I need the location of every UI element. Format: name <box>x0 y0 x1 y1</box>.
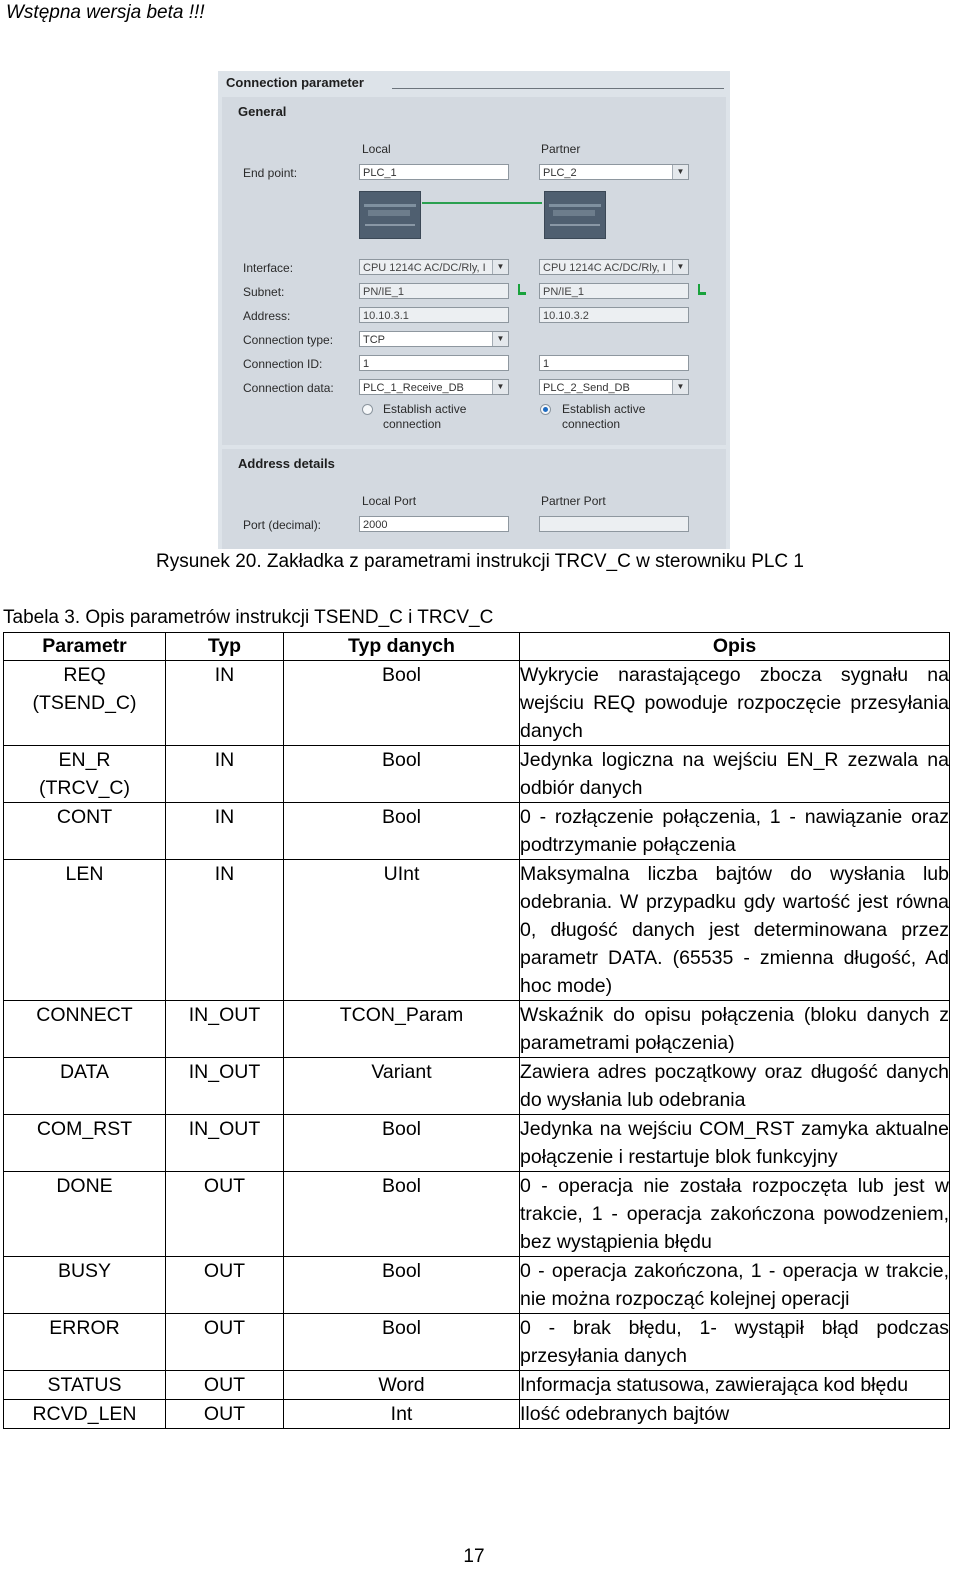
partner-subnet-field: PN/IE_1 <box>539 283 689 299</box>
chevron-down-icon[interactable]: ▼ <box>492 332 508 346</box>
type-cell: IN_OUT <box>166 1058 284 1115</box>
local-column-label: Local <box>362 142 391 156</box>
local-connection-data-dropdown[interactable]: PLC_1_Receive_DB ▼ <box>359 379 509 395</box>
connection-parameter-screenshot <box>218 71 730 549</box>
type-cell: OUT <box>166 1371 284 1400</box>
port-decimal-label: Port (decimal): <box>243 518 322 532</box>
description-cell: 0 - rozłączenie połączenia, 1 - nawiązanie oraz podtrzymanie połączenia <box>520 803 950 860</box>
page-number: 17 <box>463 1546 485 1567</box>
type-cell: IN <box>166 746 284 803</box>
partner-address-field: 10.10.3.2 <box>539 307 689 323</box>
table-row <box>4 1172 950 1257</box>
connection-id-label: Connection ID: <box>243 357 323 371</box>
description-cell: Zawiera adres początkowy oraz długość danych do wysłania lub odebrania <box>520 1058 950 1115</box>
type-cell: OUT <box>166 1172 284 1257</box>
connection-link-line <box>422 202 542 204</box>
datatype-cell: Bool <box>284 661 520 746</box>
partner-establish-active-radio[interactable] <box>540 404 551 415</box>
local-address-field: 10.10.3.1 <box>359 307 509 323</box>
local-plc-device-icon <box>359 191 421 239</box>
param-cell: RCVD_LEN <box>4 1400 166 1429</box>
chevron-down-icon[interactable]: ▼ <box>672 380 688 394</box>
partner-establish-active-label: Establish active connection <box>562 402 646 431</box>
table-row <box>4 661 950 746</box>
header-parametr: Parametr <box>4 633 166 661</box>
local-port-field[interactable]: 2000 <box>359 516 509 532</box>
datatype-cell: UInt <box>284 860 520 1001</box>
table-row <box>4 1058 950 1115</box>
description-cell: Maksymalna liczba bajtów do wysłania lub odebrania. W przypadku gdy wartość jest równa 0, długość danych jest determinowana przez parametr DATA. (65535 - zmienna długość, Ad hoc mode) <box>520 860 950 1001</box>
datatype-cell: TCON_Param <box>284 1001 520 1058</box>
type-cell: IN_OUT <box>166 1115 284 1172</box>
datatype-cell: Bool <box>284 746 520 803</box>
connection-type-dropdown[interactable]: TCP ▼ <box>359 331 509 347</box>
datatype-cell: Bool <box>284 803 520 860</box>
table-row <box>4 1400 950 1429</box>
table-row <box>4 1115 950 1172</box>
network-icon <box>516 284 528 296</box>
table-row <box>4 1257 950 1314</box>
beta-note: Wstępna wersja beta !!! <box>6 2 205 23</box>
table-row <box>4 1314 950 1371</box>
datatype-cell: Int <box>284 1400 520 1429</box>
type-cell: OUT <box>166 1314 284 1371</box>
datatype-cell: Variant <box>284 1058 520 1115</box>
description-cell: Wskaźnik do opisu połączenia (bloku danych z parametrami połączenia) <box>520 1001 950 1058</box>
description-cell: 0 - operacja zakończona, 1 - operacja w trakcie, nie można rozpocząć kolejnej operacji <box>520 1257 950 1314</box>
param-cell: STATUS <box>4 1371 166 1400</box>
connection-type-label: Connection type: <box>243 333 334 347</box>
subnet-label: Subnet: <box>243 285 285 299</box>
partner-port-label: Partner Port <box>541 494 606 508</box>
table-row <box>4 803 950 860</box>
connection-data-label: Connection data: <box>243 381 334 395</box>
partner-connection-id-field[interactable]: 1 <box>539 355 689 371</box>
local-establish-active-label: Establish active connection <box>383 402 467 431</box>
end-point-label: End point: <box>243 166 298 180</box>
partner-interface-dropdown[interactable]: CPU 1214C AC/DC/Rly, I ▼ <box>539 259 689 275</box>
type-cell: IN <box>166 860 284 1001</box>
header-typ-danych: Typ danych <box>284 633 520 661</box>
type-cell: IN <box>166 803 284 860</box>
description-cell: Jedynka na wejściu COM_RST zamyka aktualne połączenie i restartuje blok funkcyjny <box>520 1115 950 1172</box>
type-cell: IN_OUT <box>166 1001 284 1058</box>
param-cell: LEN <box>4 860 166 1001</box>
description-cell: Jedynka logiczna na wejściu EN_R zezwala na odbiór danych <box>520 746 950 803</box>
datatype-cell: Word <box>284 1371 520 1400</box>
partner-end-point-dropdown[interactable]: PLC_2 ▼ <box>539 164 689 180</box>
param-cell: ERROR <box>4 1314 166 1371</box>
description-cell: Wykrycie narastającego zbocza sygnału na wejściu REQ powoduje rozpoczęcie przesyłania danych <box>520 661 950 746</box>
datatype-cell: Bool <box>284 1257 520 1314</box>
address-label: Address: <box>243 309 291 323</box>
table-header-row <box>4 633 950 661</box>
chevron-down-icon[interactable]: ▼ <box>672 260 688 274</box>
header-opis: Opis <box>520 633 950 661</box>
local-end-point-field[interactable]: PLC_1 <box>359 164 509 180</box>
figure-caption: Rysunek 20. Zakładka z parametrami instrukcji TRCV_C w sterowniku PLC 1 <box>156 551 804 572</box>
table-row <box>4 1371 950 1400</box>
description-cell: Ilość odebranych bajtów <box>520 1400 950 1429</box>
local-port-label: Local Port <box>362 494 417 508</box>
description-cell: 0 - operacja nie została rozpoczęta lub jest w trakcie, 1 - operacja zakończona powodzeniem, bez wystąpienia błędu <box>520 1172 950 1257</box>
interface-label: Interface: <box>243 261 294 275</box>
datatype-cell: Bool <box>284 1172 520 1257</box>
datatype-cell: Bool <box>284 1314 520 1371</box>
table-row <box>4 860 950 1001</box>
local-subnet-field: PN/IE_1 <box>359 283 509 299</box>
parameters-table <box>3 632 950 1429</box>
param-cell: DATA <box>4 1058 166 1115</box>
param-cell: CONNECT <box>4 1001 166 1058</box>
description-cell: 0 - brak błędu, 1- wystąpił błąd podczas przesyłania danych <box>520 1314 950 1371</box>
header-typ: Typ <box>166 633 284 661</box>
connection-parameter-title: Connection parameter <box>226 75 364 90</box>
network-icon <box>696 284 708 296</box>
local-interface-dropdown[interactable]: CPU 1214C AC/DC/Rly, I ▼ <box>359 259 509 275</box>
table-caption: Tabela 3. Opis parametrów instrukcji TSEND_C i TRCV_C <box>3 607 494 628</box>
param-cell: COM_RST <box>4 1115 166 1172</box>
datatype-cell: Bool <box>284 1115 520 1172</box>
type-cell: IN <box>166 661 284 746</box>
description-cell: Informacja statusowa, zawierająca kod błędu <box>520 1371 950 1400</box>
param-cell: EN_R (TRCV_C) <box>4 746 166 803</box>
param-cell: CONT <box>4 803 166 860</box>
table-row <box>4 746 950 803</box>
partner-column-label: Partner <box>541 142 581 156</box>
type-cell: OUT <box>166 1400 284 1429</box>
partner-connection-data-dropdown[interactable]: PLC_2_Send_DB ▼ <box>539 379 689 395</box>
general-title: General <box>238 104 287 119</box>
chevron-down-icon[interactable]: ▼ <box>492 260 508 274</box>
table-row <box>4 1001 950 1058</box>
address-details-title: Address details <box>238 456 335 471</box>
partner-plc-device-icon <box>544 191 606 239</box>
param-cell: BUSY <box>4 1257 166 1314</box>
chevron-down-icon[interactable]: ▼ <box>672 165 688 179</box>
type-cell: OUT <box>166 1257 284 1314</box>
chevron-down-icon[interactable]: ▼ <box>492 380 508 394</box>
local-connection-id-field[interactable]: 1 <box>359 355 509 371</box>
param-cell: REQ (TSEND_C) <box>4 661 166 746</box>
partner-port-field[interactable] <box>539 516 689 532</box>
local-establish-active-radio[interactable] <box>362 404 373 415</box>
title-divider <box>392 88 724 89</box>
param-cell: DONE <box>4 1172 166 1257</box>
